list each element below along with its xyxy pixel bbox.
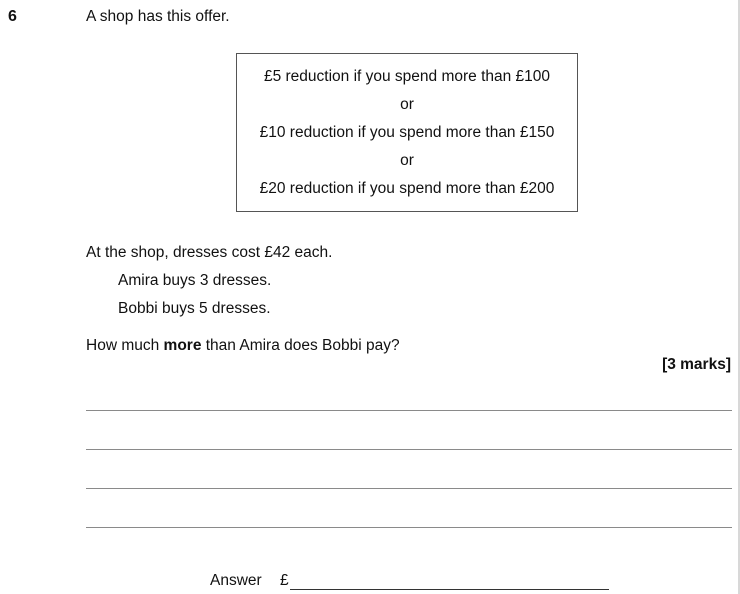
buyer-amira: Amira buys 3 dresses. (118, 272, 272, 289)
offer-line: £10 reduction if you spend more than £150 (259, 124, 555, 141)
question-prompt (86, 337, 400, 355)
answer-line[interactable] (290, 589, 609, 590)
buyer-bobbi: Bobbi buys 5 dresses. (118, 300, 271, 317)
prompt-start: How much (86, 337, 164, 354)
working-line[interactable] (86, 527, 732, 528)
dress-cost-text: At the shop, dresses cost £42 each. (86, 244, 333, 261)
working-line[interactable] (86, 488, 732, 489)
marks-label: [3 marks] (662, 356, 731, 373)
question-number: 6 (8, 8, 17, 25)
offer-line: £5 reduction if you spend more than £100 (263, 68, 551, 85)
answer-currency: £ (280, 572, 289, 589)
working-line[interactable] (86, 410, 732, 411)
offer-line: £20 reduction if you spend more than £200 (259, 180, 555, 197)
working-line[interactable] (86, 449, 732, 450)
offer-box (236, 53, 578, 212)
offer-separator: or (400, 152, 414, 169)
offer-separator: or (400, 96, 414, 113)
question-intro: A shop has this offer. (86, 8, 230, 25)
prompt-emphasis: more (163, 337, 202, 354)
prompt-end: than Amira does Bobbi pay? (201, 337, 400, 354)
answer-label: Answer (210, 572, 262, 589)
